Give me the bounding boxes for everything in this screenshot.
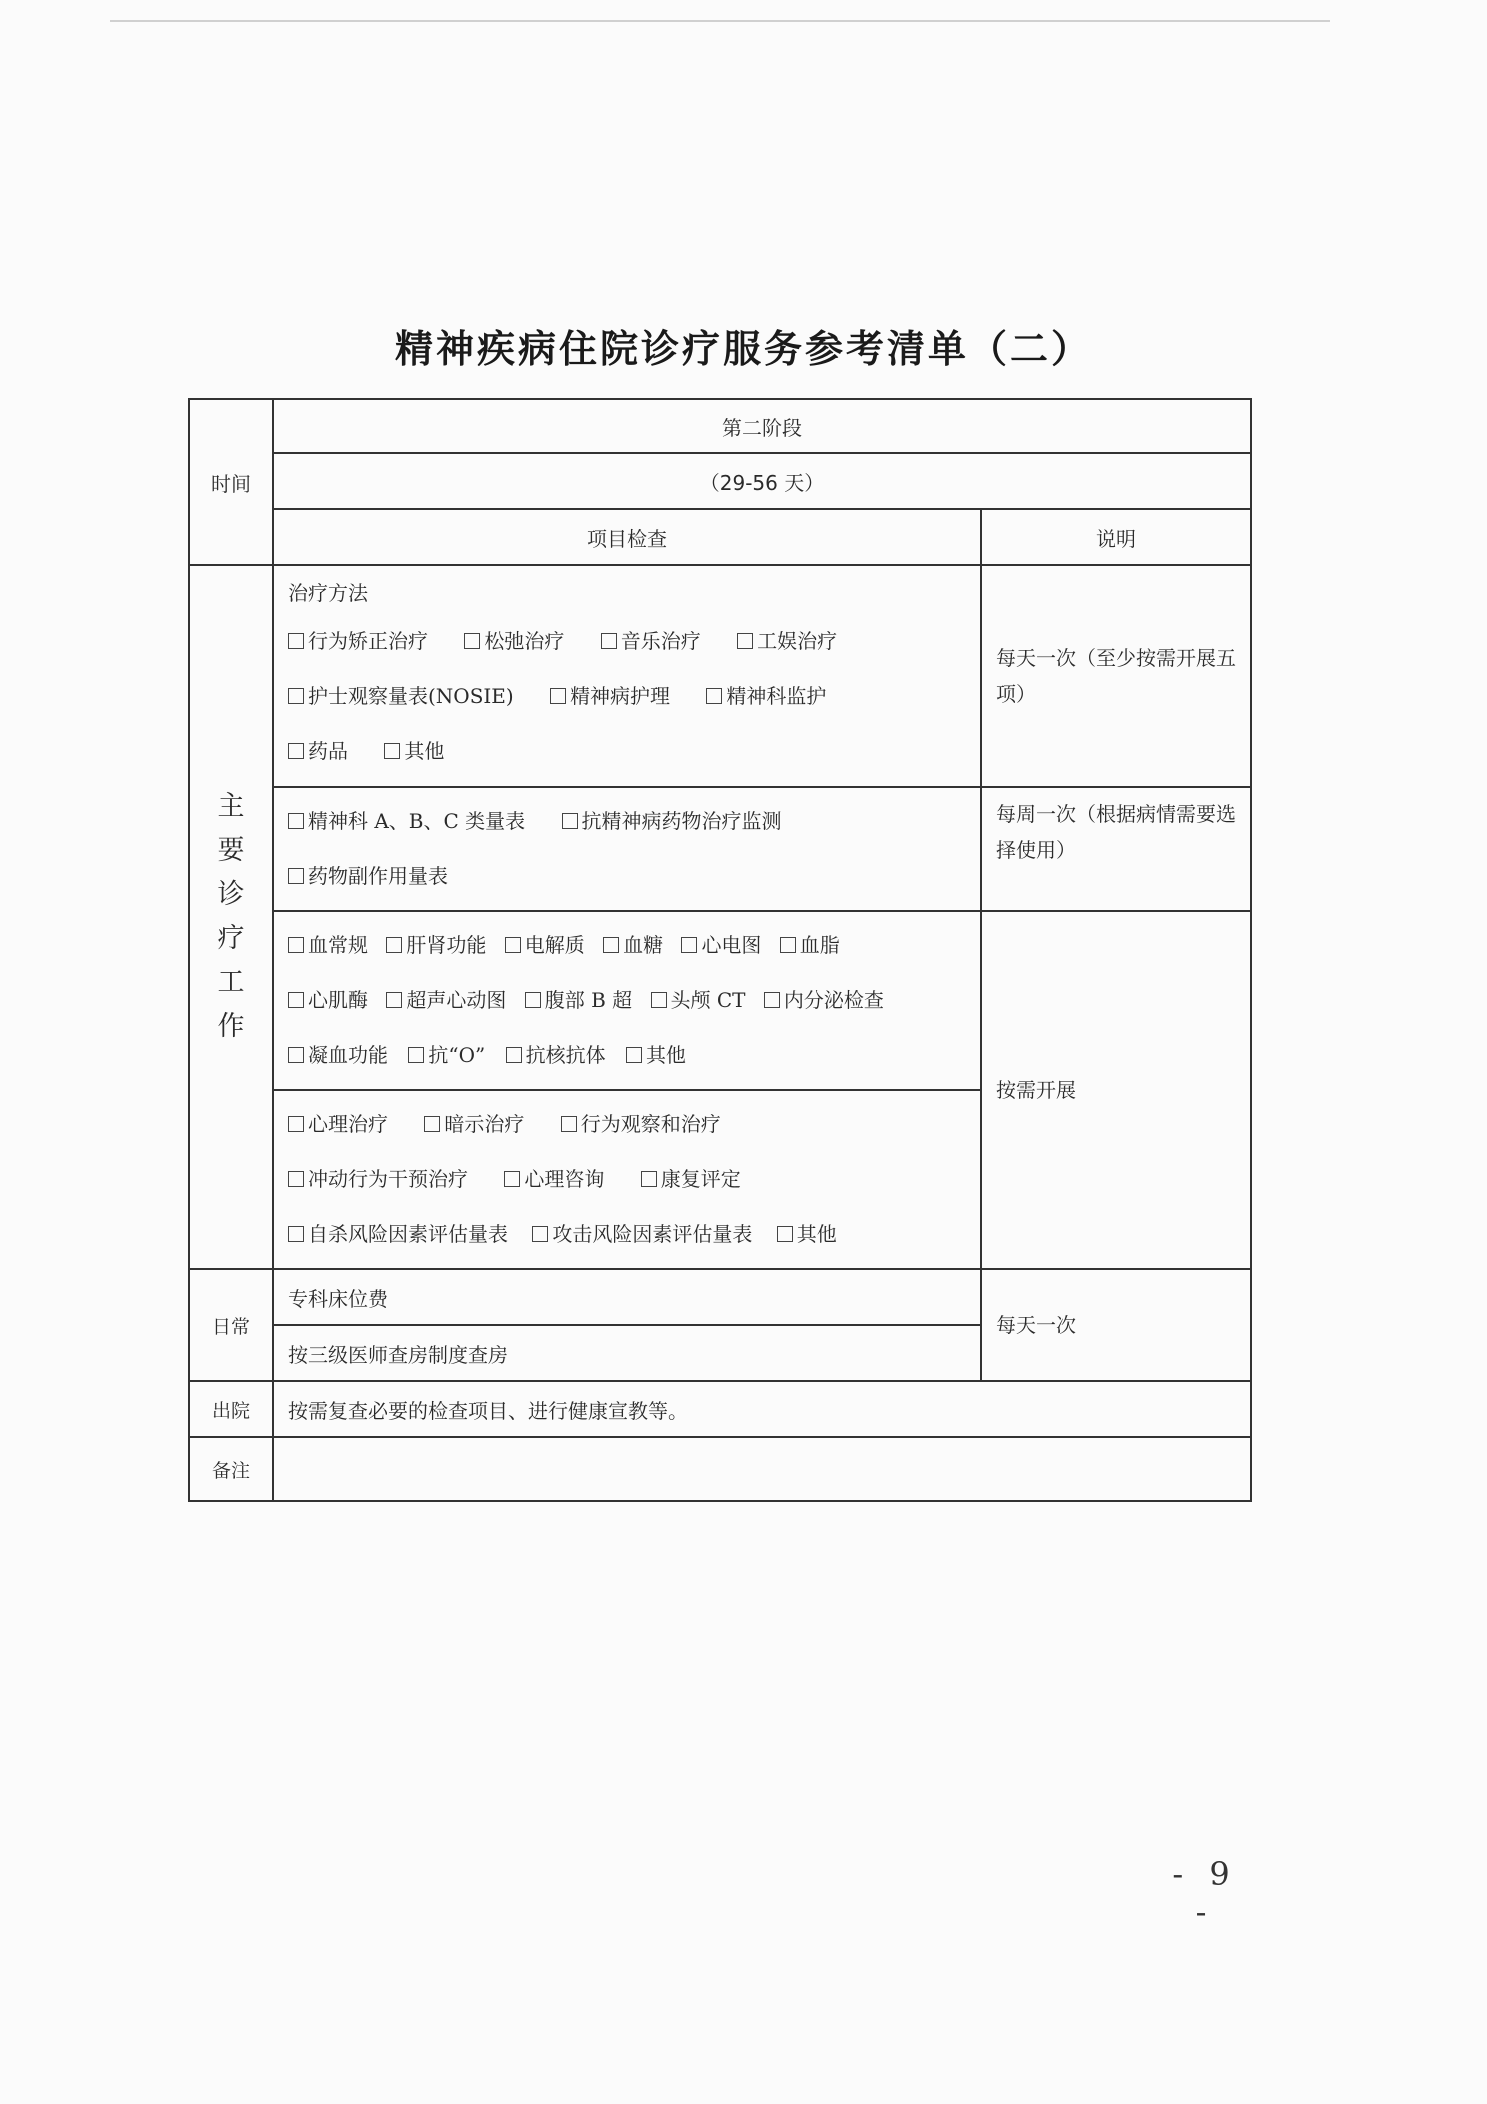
checkbox-item[interactable]: 心理治疗 xyxy=(288,1097,388,1152)
checkbox-item[interactable]: 电解质 xyxy=(505,918,585,973)
checkbox-item[interactable]: 精神科监护 xyxy=(706,669,826,724)
scales-note: 每周一次（根据病情需要选择使用） xyxy=(981,787,1251,911)
checkbox-item[interactable]: 精神病护理 xyxy=(550,669,670,724)
checkbox-item[interactable]: 血常规 xyxy=(288,918,368,973)
checkbox-item[interactable]: 抗精神病药物治疗监测 xyxy=(562,794,782,849)
checkbox-item[interactable]: 药物副作用量表 xyxy=(288,849,448,904)
table-row xyxy=(189,399,1251,453)
checkbox-row xyxy=(288,794,966,849)
psych-cell xyxy=(273,1090,981,1269)
table-row xyxy=(189,1381,1251,1437)
column-header-items: 项目检查 xyxy=(273,509,981,565)
table-row xyxy=(189,1437,1251,1501)
checkbox-item[interactable]: 行为矫正治疗 xyxy=(288,614,428,669)
labs-psych-note: 按需开展 xyxy=(981,911,1251,1269)
daily-note: 每天一次 xyxy=(981,1269,1251,1381)
checkbox-item[interactable]: 药品 xyxy=(288,724,348,779)
page-title: 精神疾病住院诊疗服务参考清单（二） xyxy=(394,326,1092,371)
checkbox-item[interactable]: 凝血功能 xyxy=(288,1028,388,1083)
checkbox-item[interactable]: 其他 xyxy=(626,1028,686,1083)
table-row xyxy=(189,1269,1251,1325)
checkbox-item[interactable]: 护士观察量表(NOSIE) xyxy=(288,669,514,724)
checkbox-item[interactable]: 精神科 A、B、C 类量表 xyxy=(288,794,525,849)
labs-cell xyxy=(273,911,981,1090)
checkbox-item[interactable]: 心理咨询 xyxy=(504,1152,604,1207)
checkbox-row xyxy=(288,1152,966,1207)
table-row xyxy=(189,453,1251,509)
checkbox-item[interactable]: 血糖 xyxy=(603,918,663,973)
checkbox-item[interactable]: 工娱治疗 xyxy=(737,614,837,669)
checkbox-row xyxy=(288,1207,966,1262)
daily-label: 日常 xyxy=(189,1269,273,1381)
checkbox-item[interactable]: 音乐治疗 xyxy=(601,614,701,669)
checkbox-item[interactable]: 肝肾功能 xyxy=(386,918,486,973)
daily-item-rounds: 按三级医师查房制度查房 xyxy=(273,1325,981,1381)
checkbox-item[interactable]: 腹部 B 超 xyxy=(525,973,632,1028)
stage-days: （29-56 天） xyxy=(273,453,1251,509)
checkbox-item[interactable]: 康复评定 xyxy=(641,1152,741,1207)
checkbox-item[interactable]: 其他 xyxy=(384,724,444,779)
treatment-methods-cell xyxy=(273,565,981,787)
checkbox-item[interactable]: 内分泌检查 xyxy=(764,973,884,1028)
checkbox-item[interactable]: 血脂 xyxy=(780,918,840,973)
checkbox-item[interactable]: 超声心动图 xyxy=(386,973,506,1028)
daily-item-bed-fee: 专科床位费 xyxy=(273,1269,981,1325)
checkbox-row xyxy=(288,1097,966,1152)
main-work-label xyxy=(189,565,273,1269)
checkbox-item[interactable]: 其他 xyxy=(777,1207,837,1262)
checkbox-row xyxy=(288,669,966,724)
service-checklist-table xyxy=(188,398,1252,1502)
column-header-note: 说明 xyxy=(981,509,1251,565)
checkbox-item[interactable]: 攻击风险因素评估量表 xyxy=(532,1207,752,1262)
checkbox-item[interactable]: 自杀风险因素评估量表 xyxy=(288,1207,508,1262)
checkbox-item[interactable]: 松弛治疗 xyxy=(464,614,564,669)
treatment-note: 每天一次（至少按需开展五项） xyxy=(981,565,1251,787)
scan-top-edge xyxy=(110,20,1330,22)
checkbox-item[interactable]: 心电图 xyxy=(681,918,761,973)
time-label: 时间 xyxy=(189,399,273,565)
table-row xyxy=(189,565,1251,787)
scales-cell xyxy=(273,787,981,911)
checkbox-item[interactable]: 头颅 CT xyxy=(651,973,746,1028)
table-row xyxy=(189,911,1251,1090)
checkbox-item[interactable]: 抗核抗体 xyxy=(506,1028,606,1083)
table-row xyxy=(189,787,1251,911)
checkbox-item[interactable]: 抗“O” xyxy=(408,1028,485,1083)
checkbox-item[interactable]: 冲动行为干预治疗 xyxy=(288,1152,468,1207)
stage-label: 第二阶段 xyxy=(273,399,1251,453)
discharge-text: 按需复查必要的检查项目、进行健康宣教等。 xyxy=(273,1381,1251,1437)
treatment-heading: 治疗方法 xyxy=(288,581,368,605)
checkbox-item[interactable]: 暗示治疗 xyxy=(424,1097,524,1152)
checkbox-item[interactable]: 行为观察和治疗 xyxy=(561,1097,721,1152)
table-row xyxy=(189,509,1251,565)
remarks-field[interactable] xyxy=(273,1437,1251,1501)
main-work-label-text: 主要诊疗工作 xyxy=(217,791,245,1042)
checkbox-row xyxy=(288,918,966,973)
checkbox-row xyxy=(288,849,966,904)
checkbox-row xyxy=(288,973,966,1028)
page-number: - 9 - xyxy=(1172,1855,1238,1931)
remarks-label: 备注 xyxy=(189,1437,273,1501)
checkbox-row xyxy=(288,614,966,669)
discharge-label: 出院 xyxy=(189,1381,273,1437)
checkbox-item[interactable]: 心肌酶 xyxy=(288,973,368,1028)
checkbox-row xyxy=(288,724,966,779)
checkbox-row xyxy=(288,1028,966,1083)
